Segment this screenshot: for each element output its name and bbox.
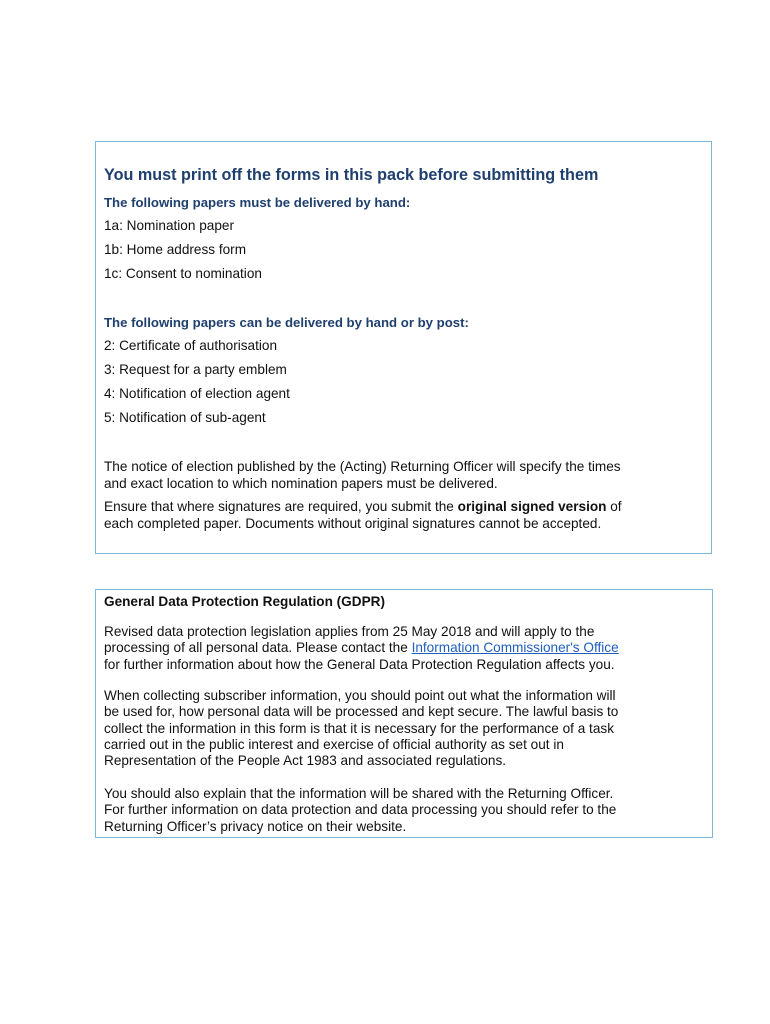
notice-line: and exact location to which nomination papers must be delivered.: [104, 475, 498, 491]
list-item: 1b: Home address form: [104, 242, 247, 257]
gdpr-line: For further information on data protection and data processing you should refer to the: [104, 802, 617, 818]
list-item: 4: Notification of election agent: [104, 386, 290, 401]
gdpr-line: processing of all personal data. Please contact the: [104, 640, 412, 656]
gdpr-line: for further information about how the General Data Protection Regulation affects you.: [104, 656, 615, 672]
list-item: 1a: Nomination paper: [104, 218, 234, 233]
gdpr-line: Revised data protection legislation applies from 25 May 2018 and will apply to the: [104, 624, 595, 639]
by-hand-heading: The following papers must be delivered by hand:: [104, 195, 411, 210]
signature-text: Ensure that where signatures are required, you submit the: [104, 499, 458, 514]
notice-line: The notice of election published by the (Acting) Returning Officer will specify the times: [104, 459, 621, 474]
gdpr-heading: General Data Protection Regulation (GDPR): [104, 594, 385, 609]
ico-link[interactable]: Information Commissioner's Office: [411, 640, 619, 656]
gdpr-line: When collecting subscriber information, you should point out what the information will: [104, 688, 616, 703]
gdpr-line: Representation of the People Act 1983 and associated regulations.: [104, 753, 507, 769]
by-post-heading: The following papers can be delivered by hand or by post:: [104, 315, 469, 330]
list-item: 3: Request for a party emblem: [104, 362, 287, 377]
gdpr-box: [95, 589, 713, 838]
gdpr-line: Returning Officer’s privacy notice on their website.: [104, 818, 407, 834]
gdpr-paragraph: [104, 624, 704, 673]
gdpr-line: carried out in the public interest and exercise of official authority as set out in: [104, 736, 564, 752]
gdpr-line: You should also explain that the information will be shared with the Returning Officer.: [104, 786, 614, 801]
list-item: 1c: Consent to nomination: [104, 266, 262, 281]
notice-paragraph: [104, 459, 704, 492]
list-item: 2: Certificate of authorisation: [104, 338, 278, 353]
gdpr-line: be used for, how personal data will be processed and kept secure. The lawful basis to: [104, 704, 619, 720]
gdpr-line: collect the information in this form is that it is necessary for the performance of a task: [104, 720, 614, 736]
print-forms-title: You must print off the forms in this pack before submitting them: [104, 166, 599, 184]
signature-emphasis: original signed version: [457, 499, 607, 514]
print-forms-box: [95, 141, 712, 554]
signature-line: each completed paper. Documents without original signatures cannot be accepted.: [104, 515, 602, 531]
gdpr-paragraph: [104, 786, 704, 835]
list-item: 5: Notification of sub-agent: [104, 410, 266, 425]
signature-text: of: [606, 499, 622, 514]
gdpr-paragraph: [104, 688, 704, 769]
signature-paragraph: [104, 499, 704, 532]
